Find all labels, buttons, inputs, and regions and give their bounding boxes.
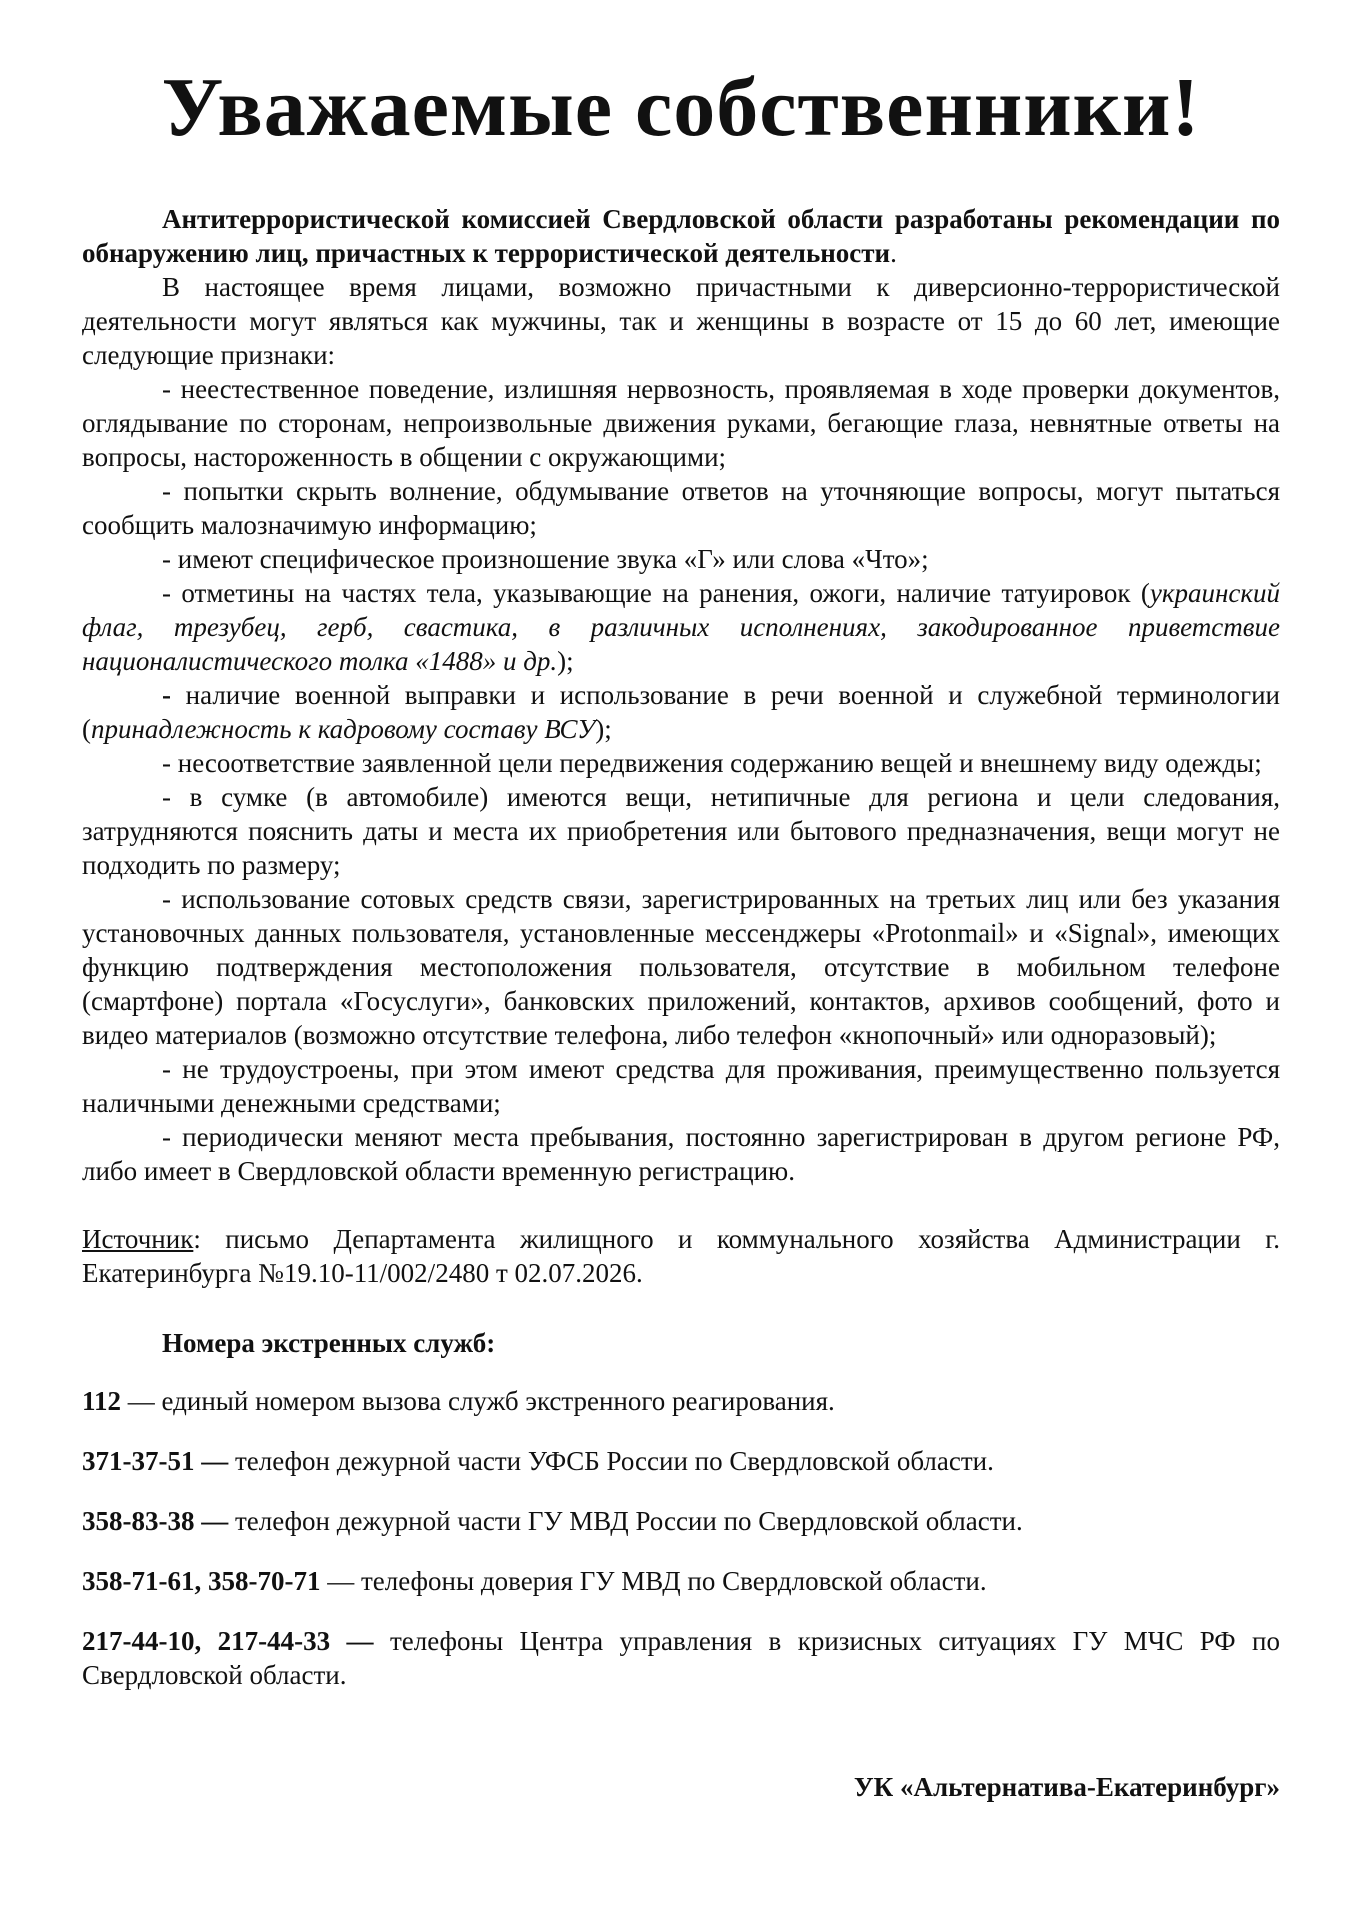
sign-item-10: - периодически меняют места пребывания, постоянно зарегистрирован в другом регионе РФ, либо имеет в Свердловской области временную регистрацию. xyxy=(82,1122,1280,1186)
emergency-number: 371-37-51 — xyxy=(82,1446,229,1476)
emergency-number: 112 xyxy=(82,1386,122,1416)
sign-5-text: наличие военной выправки и использование в речи военной и служебной терминологии ( xyxy=(82,680,1280,744)
sign-item-3: - имеют специфическое произношение звука «Г» или слова «Что»; xyxy=(162,544,929,574)
sign-item-2: - попытки скрыть волнение, обдумывание ответов на уточняющие вопросы, могут пытаться сообщить малозначимую информацию; xyxy=(82,476,1280,540)
document-body xyxy=(82,202,1280,1692)
emergency-list xyxy=(82,1384,1280,1692)
emergency-item xyxy=(82,1624,1280,1692)
sign-4-italic: украинский флаг, трезубец, герб, свастика, в различных исполнениях, закодированное приветствие националистического толка «1488» и др. xyxy=(82,578,1280,676)
sign-item-9: - не трудоустроены, при этом имеют средства для проживания, преимущественно пользуется наличными денежными средствами; xyxy=(82,1054,1280,1118)
source-paragraph xyxy=(82,1222,1280,1290)
emergency-number: 358-71-61, 358-70-71 xyxy=(82,1566,321,1596)
source-label: Источник xyxy=(82,1224,194,1254)
sign-item-5 xyxy=(82,678,1280,746)
sign-item-8: - использование сотовых средств связи, зарегистрированных на третьих лиц или без указания установочных данных пользователя, установленные мессенджеры «Protonmail» и «Signal», имеющих функцию подтверждения местоположения пользователя, отсутствие в мобильном телефоне (смартфоне) портала «Госуслуги», банковских приложений, контактов, архивов сообщений, фото и видео материалов (возможно отсутствие телефона, либо телефон «кнопочный» или одноразовый); xyxy=(82,884,1280,1050)
intro-paragraph xyxy=(82,202,1280,270)
page-title: Уважаемые собственники! xyxy=(161,61,1201,154)
sign-5-italic: принадлежность к кадровому составу ВСУ xyxy=(91,714,596,744)
lead-paragraph: В настоящее время лицами, возможно причастными к диверсионно-террористической деятельности могут являться как мужчины, так и женщины в возрасте от 15 до 60 лет, имеющие следующие признаки: xyxy=(82,272,1280,370)
emergency-item xyxy=(82,1504,1280,1538)
sign-5-end: ); xyxy=(595,714,612,744)
emergency-text: телефон дежурной части УФСБ России по Свердловской области. xyxy=(228,1446,994,1476)
intro-text: Антитеррористической комиссией Свердловской области разработаны рекомендации по обнаружению лиц, причастных к террористической деятельности xyxy=(82,204,1280,268)
source-text: : письмо Департамента жилищного и коммунального хозяйства Администрации г. Екатеринбурга №19.10-11/002/2480 т 02.07.2026. xyxy=(82,1224,1280,1288)
emergency-item xyxy=(82,1564,1280,1598)
emergency-number: 217-44-10, 217-44-33 — xyxy=(82,1626,374,1656)
sign-5-dash: - xyxy=(162,680,171,710)
sign-item-7: - в сумке (в автомобиле) имеются вещи, нетипичные для региона и цели следования, затрудняются пояснить даты и места их приобретения или бытового предназначения, вещи могут не подходить по размеру; xyxy=(82,782,1280,880)
sign-item-4 xyxy=(82,576,1280,678)
emergency-item xyxy=(82,1384,1280,1418)
sign-item-6: - несоответствие заявленной цели передвижения содержанию вещей и внешнему виду одежды; xyxy=(162,748,1262,778)
sign-4-text: - отметины на частях тела, указывающие на ранения, ожоги, наличие татуировок ( xyxy=(162,578,1150,608)
sign-item-1: - неестественное поведение, излишняя нервозность, проявляемая в ходе проверки документов, оглядывание по сторонам, непроизвольные движения руками, бегающие глаза, невнятные ответы на вопросы, настороженность в общении с окружающими; xyxy=(82,374,1280,472)
emergency-title: Номера экстренных служб: xyxy=(162,1328,496,1358)
emergency-item xyxy=(82,1444,1280,1478)
emergency-text: телефоны Центра управления в кризисных ситуациях ГУ МЧС РФ по Свердловской области. xyxy=(82,1626,1281,1690)
sign-4-end: ); xyxy=(557,646,574,676)
emergency-text: — единый номером вызова служб экстренного реагирования. xyxy=(121,1386,835,1416)
emergency-text: телефон дежурной части ГУ МВД России по Свердловской области. xyxy=(228,1506,1023,1536)
intro-end: . xyxy=(890,238,897,268)
emergency-number: 358-83-38 — xyxy=(82,1506,229,1536)
emergency-text: — телефоны доверия ГУ МВД по Свердловской области. xyxy=(320,1566,987,1596)
signature: УК «Альтернатива-Екатеринбург» xyxy=(853,1772,1280,1802)
